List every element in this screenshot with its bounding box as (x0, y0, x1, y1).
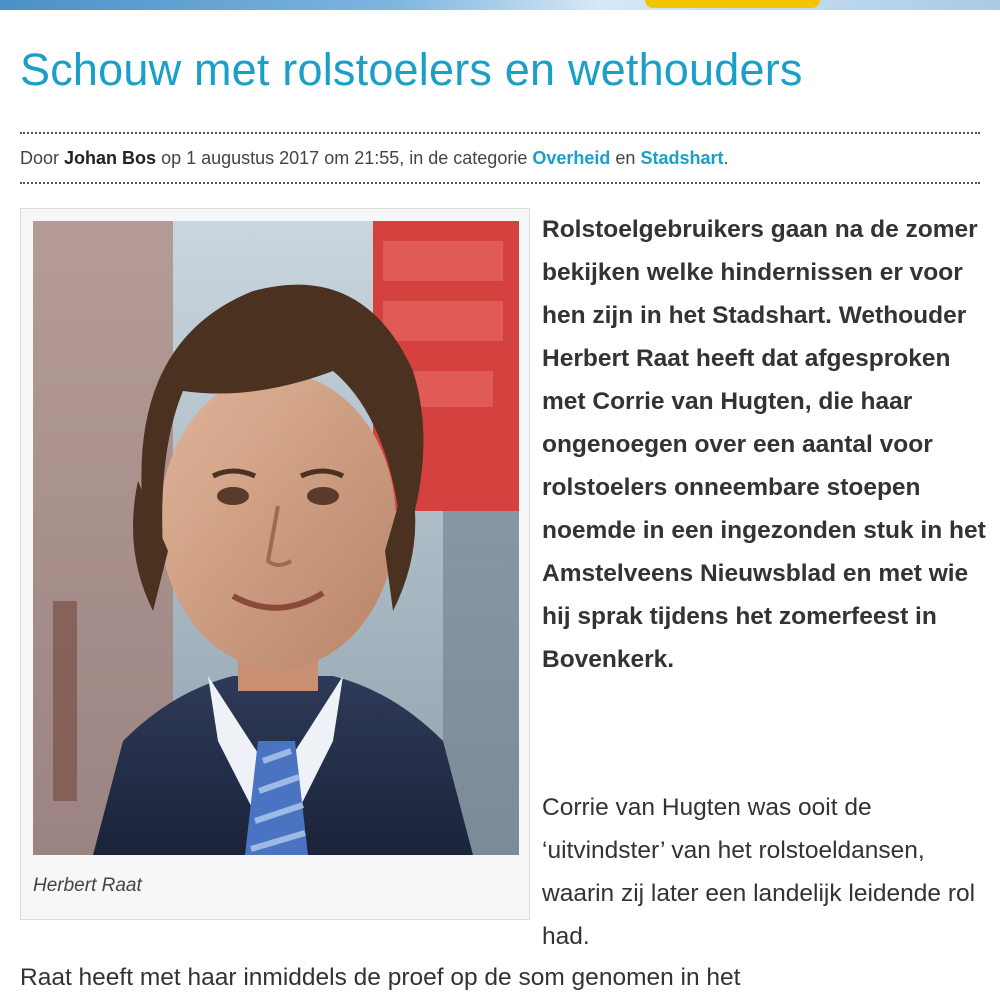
article-meta (20, 132, 980, 184)
article-title: Schouw met rolstoelers en wethouders (20, 44, 803, 95)
meta-date: op 1 augustus 2017 om 21:55, in de categorie (161, 148, 528, 168)
category-link-overheid[interactable]: Overheid (532, 148, 611, 168)
article-lead: Rolstoelgebruikers gaan na de zomer bekijken welke hindernissen er voor hen zijn in het Stadshart. Wethouder Herbert Raat heeft dat afgesproken met Corrie van Hugten, die haar ongenoegen over een aantal voor rolstoelers onneembare stoepen noemde in een ingezonden stuk in het Amstelveens Nieuwsblad en met wie hij sprak tijdens het zomerfeest in Bovenkerk. (542, 216, 986, 673)
banner-badge[interactable] (645, 0, 820, 8)
meta-prefix: Door (20, 148, 60, 168)
article-paragraph-1: Corrie van Hugten was ooit de ‘uitvindster’ van het rolstoeldansen, waarin zij later een landelijk leidende rol had. (542, 794, 976, 950)
article-figure (20, 208, 530, 920)
author-link[interactable]: Johan Bos (64, 148, 157, 168)
meta-suffix: . (723, 148, 729, 168)
top-banner (0, 0, 1000, 10)
portrait-photo[interactable] (33, 221, 519, 855)
article-paragraph-2: Raat heeft met haar inmiddels de proef op de som genomen in het (20, 964, 741, 991)
figure-caption: Herbert Raat (33, 875, 142, 896)
meta-joiner: en (615, 148, 636, 168)
category-link-stadshart[interactable]: Stadshart (640, 148, 724, 168)
portrait-photo-icon (33, 221, 519, 855)
